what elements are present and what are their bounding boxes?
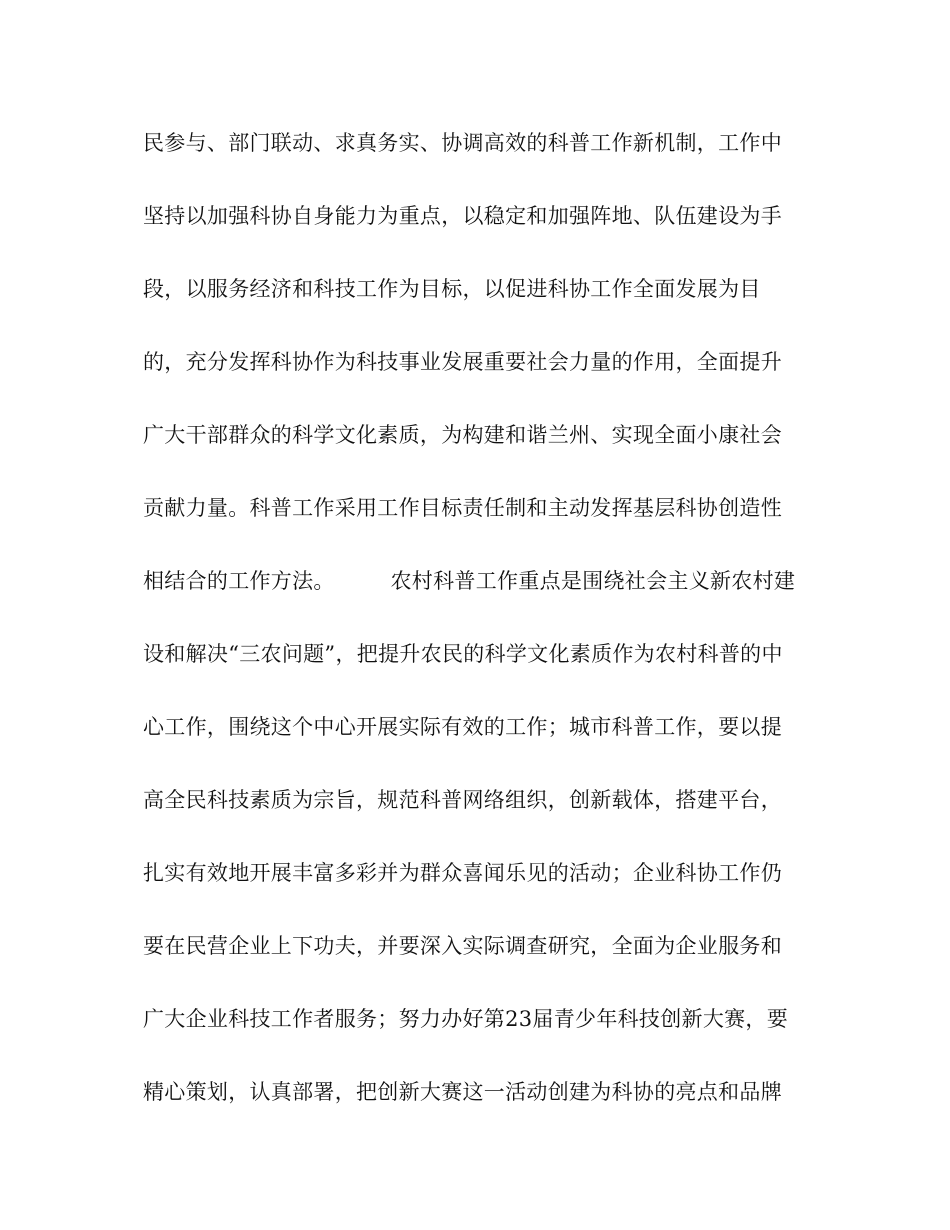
text-line: 贡献力量。科普工作采用工作目标责任制和主动发挥基层科协创造性 — [143, 496, 782, 520]
text-line: 民参与、部门联动、求真务实、协调高效的科普工作新机制，工作中 — [143, 131, 782, 155]
text-line: 精心策划，认真部署，把创新大赛这一活动创建为科协的亮点和品牌 — [143, 1080, 782, 1104]
text-line: 高全民科技素质为宗旨，规范科普网络组织，创新载体，搭建平台， — [143, 788, 782, 812]
text-line: 广大企业科技工作者服务；努力办好第23届青少年科技创新大赛，要 — [143, 1007, 789, 1031]
body-text — [143, 125, 823, 1147]
text-line: 要在民营企业上下功夫，并要深入实际调查研究，全面为企业服务和 — [143, 934, 782, 958]
text-line: 相结合的工作方法。 农村科普工作重点是围绕社会主义新农村建 — [143, 569, 796, 593]
text-line: 的，充分发挥科协作为科技事业发展重要社会力量的作用，全面提升 — [143, 350, 782, 374]
text-line: 设和解决“三农问题”，把提升农民的科学文化素质作为农村科普的中 — [143, 642, 783, 666]
text-line: 心工作，围绕这个中心开展实际有效的工作；城市科普工作，要以提 — [143, 715, 782, 739]
text-line: 广大干部群众的科学文化素质，为构建和谐兰州、实现全面小康社会 — [143, 423, 782, 447]
text-line: 坚持以加强科协自身能力为重点，以稳定和加强阵地、队伍建设为手 — [143, 204, 782, 228]
text-line: 段，以服务经济和科技工作为目标，以促进科协工作全面发展为目 — [143, 277, 761, 301]
text-line: 扎实有效地开展丰富多彩并为群众喜闻乐见的活动；企业科协工作仍 — [143, 861, 782, 885]
